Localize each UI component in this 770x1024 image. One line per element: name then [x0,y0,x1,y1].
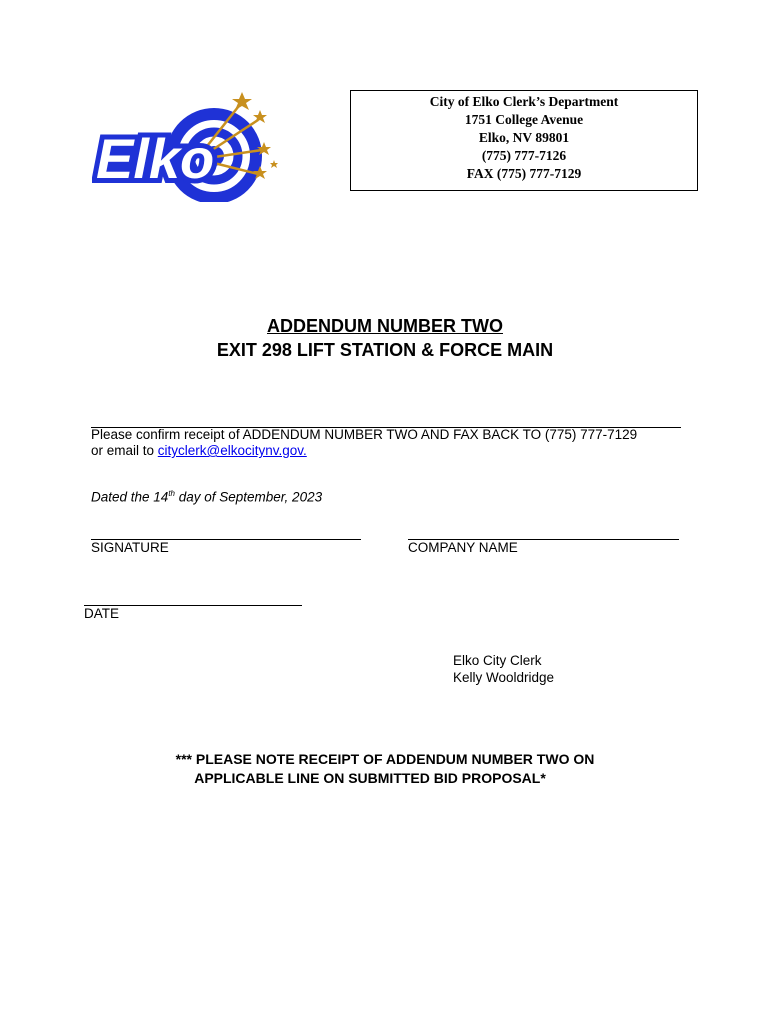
dated-rest: day of September, 2023 [174,489,323,505]
dated-prefix: Dated the 14 [91,489,169,505]
company-name-label: COMPANY NAME [408,540,518,555]
note-line-1: *** PLEASE NOTE RECEIPT OF ADDENDUM NUMBER TWO ON [175,751,595,767]
email-link[interactable]: cityclerk@elkocitynv.gov. [157,443,307,458]
addendum-title-text: ADDENDUM NUMBER TWO [267,316,503,336]
confirm-receipt-text [91,427,691,459]
clerk-address-box [350,90,698,191]
dated-ordinal: th [168,489,175,498]
city-state-zip: Elko, NV 89801 [478,130,570,145]
closing-signature-block [453,652,554,686]
date-label: DATE [84,606,120,621]
logo-text: Elko [96,127,215,190]
elko-logo [92,90,282,202]
confirm-line-1: Please confirm receipt of ADDENDUM NUMBER TWO AND FAX BACK TO (775) 777-7129 [91,427,638,442]
department-name: City of Elko Clerk’s Department [429,94,619,109]
street-address: 1751 College Avenue [464,112,584,127]
dated-line [91,489,322,505]
confirm-line-2-prefix: or email to [91,443,158,458]
closing-title: Elko City Clerk [453,653,542,668]
receipt-note [0,750,770,788]
confirm-line-2 [91,443,691,459]
signature-label: SIGNATURE [91,540,169,555]
phone-number: (775) 777-7126 [481,148,567,163]
closing-name: Kelly Wooldridge [453,670,555,685]
note-line-2: APPLICABLE LINE ON SUBMITTED BID PROPOSAL* [194,770,546,786]
addendum-title [0,316,770,337]
project-title: EXIT 298 LIFT STATION & FORCE MAIN [216,340,554,360]
fax-number: FAX (775) 777-7129 [466,166,582,181]
